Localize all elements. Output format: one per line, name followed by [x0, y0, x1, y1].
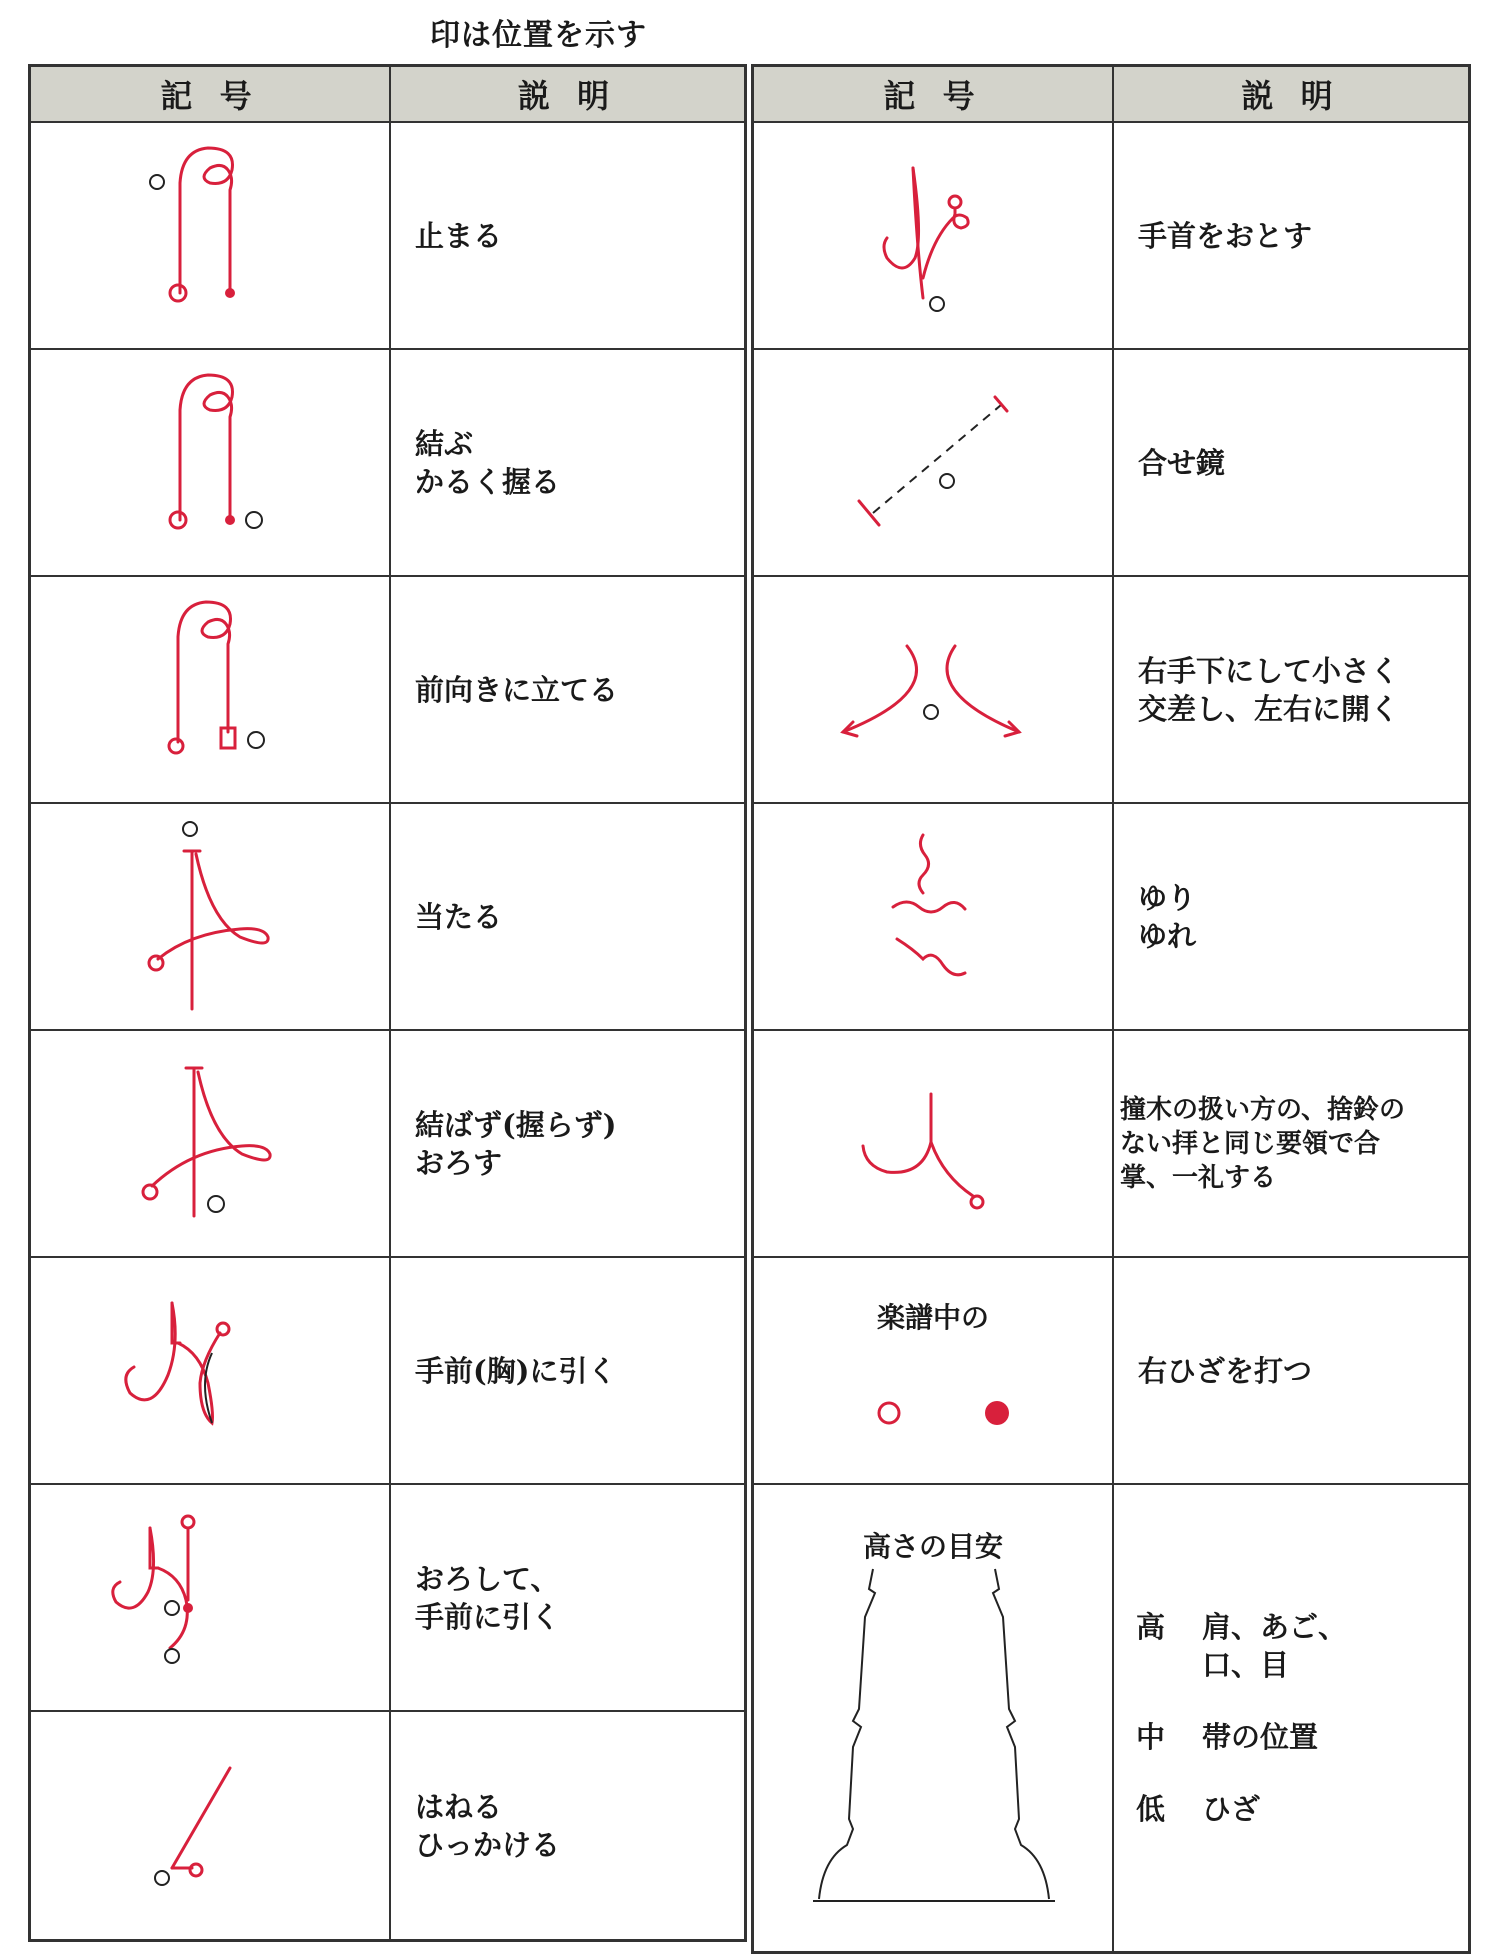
tie-symbol-icon: [31, 350, 391, 575]
table-row: [31, 350, 744, 577]
height-guide-cell: [754, 1485, 1114, 1951]
symbol-table-right: [751, 64, 1471, 1954]
description-cell: ゆり ゆれ: [1138, 880, 1197, 953]
description-cell: 右ひざを打つ: [1138, 1353, 1313, 1388]
table-row: [31, 123, 744, 350]
pull-to-chest-symbol-icon: [31, 1258, 391, 1483]
description-cell: 手前(胸)に引く: [415, 1353, 617, 1388]
level-low: 低 ひざ: [1136, 1792, 1261, 1826]
stop-symbol-icon: [31, 123, 391, 348]
lower-and-pull-symbol-icon: [31, 1485, 391, 1710]
description-cell: 前向きに立てる: [415, 672, 619, 707]
header-symbol: 記 号: [754, 67, 1114, 121]
symbol-table-left: [28, 64, 747, 1942]
table-row: [31, 1712, 744, 1939]
score-label: 楽譜中の: [876, 1301, 989, 1334]
header-description: 説 明: [517, 77, 618, 115]
description-cell: 手首をおとす: [1138, 218, 1313, 253]
description-cell: 合せ鏡: [1138, 445, 1226, 480]
bow-symbol-icon: [754, 1031, 1114, 1256]
table-row: [754, 1485, 1468, 1951]
description-cell: 結ばず(握らず) おろす: [415, 1107, 617, 1180]
description-cell: はねる ひっかける: [415, 1789, 561, 1862]
header-symbol: 記 号: [31, 67, 391, 121]
description-cell: 右手下にして小さく 交差し、左右に開く: [1138, 653, 1400, 726]
mirror-symbol-icon: [754, 350, 1114, 575]
flick-symbol-icon: [31, 1712, 391, 1939]
table-row: [31, 804, 744, 1031]
table-row: [754, 1031, 1468, 1258]
drop-wrist-symbol-icon: [754, 123, 1114, 348]
cross-open-symbol-icon: [754, 577, 1114, 802]
page-note: 印は位置を示す: [430, 18, 647, 53]
table-row: [754, 123, 1468, 350]
lower-unclasped-symbol-icon: [31, 1031, 391, 1256]
table-row: [31, 1031, 744, 1258]
table-row: [754, 350, 1468, 577]
description-cell: 結ぶ かるく握る: [415, 426, 561, 499]
table-row: [31, 1485, 744, 1712]
table-row: [754, 804, 1468, 1031]
table-row: [31, 1258, 744, 1485]
stand-forward-symbol-icon: [31, 577, 391, 802]
table-row: [754, 577, 1468, 804]
table-header: [754, 67, 1468, 123]
sway-symbol-icon: [754, 804, 1114, 1029]
table-row: [754, 1258, 1468, 1485]
level-high: 高 肩、あご、 口、目: [1136, 1610, 1348, 1682]
knee-mark-cell: [754, 1258, 1114, 1483]
table-row: [31, 577, 744, 804]
table-header: [31, 67, 744, 123]
figure-outline-icon: [783, 1499, 1083, 1939]
description-cell: 止まる: [415, 218, 503, 253]
description-cell: おろして、 手前に引く: [415, 1561, 561, 1634]
height-guide-description: [1114, 1485, 1468, 1951]
height-guide-label: 高さの目安: [862, 1530, 1003, 1563]
level-middle: 中 帯の位置: [1136, 1720, 1319, 1754]
header-description: 説 明: [1241, 77, 1341, 115]
description-cell: 当たる: [415, 899, 503, 934]
description-cell: 撞木の扱い方の、捨鈴の ない拝と同じ要領で合 掌、一礼する: [1120, 1094, 1405, 1193]
strike-symbol-icon: [31, 804, 391, 1029]
